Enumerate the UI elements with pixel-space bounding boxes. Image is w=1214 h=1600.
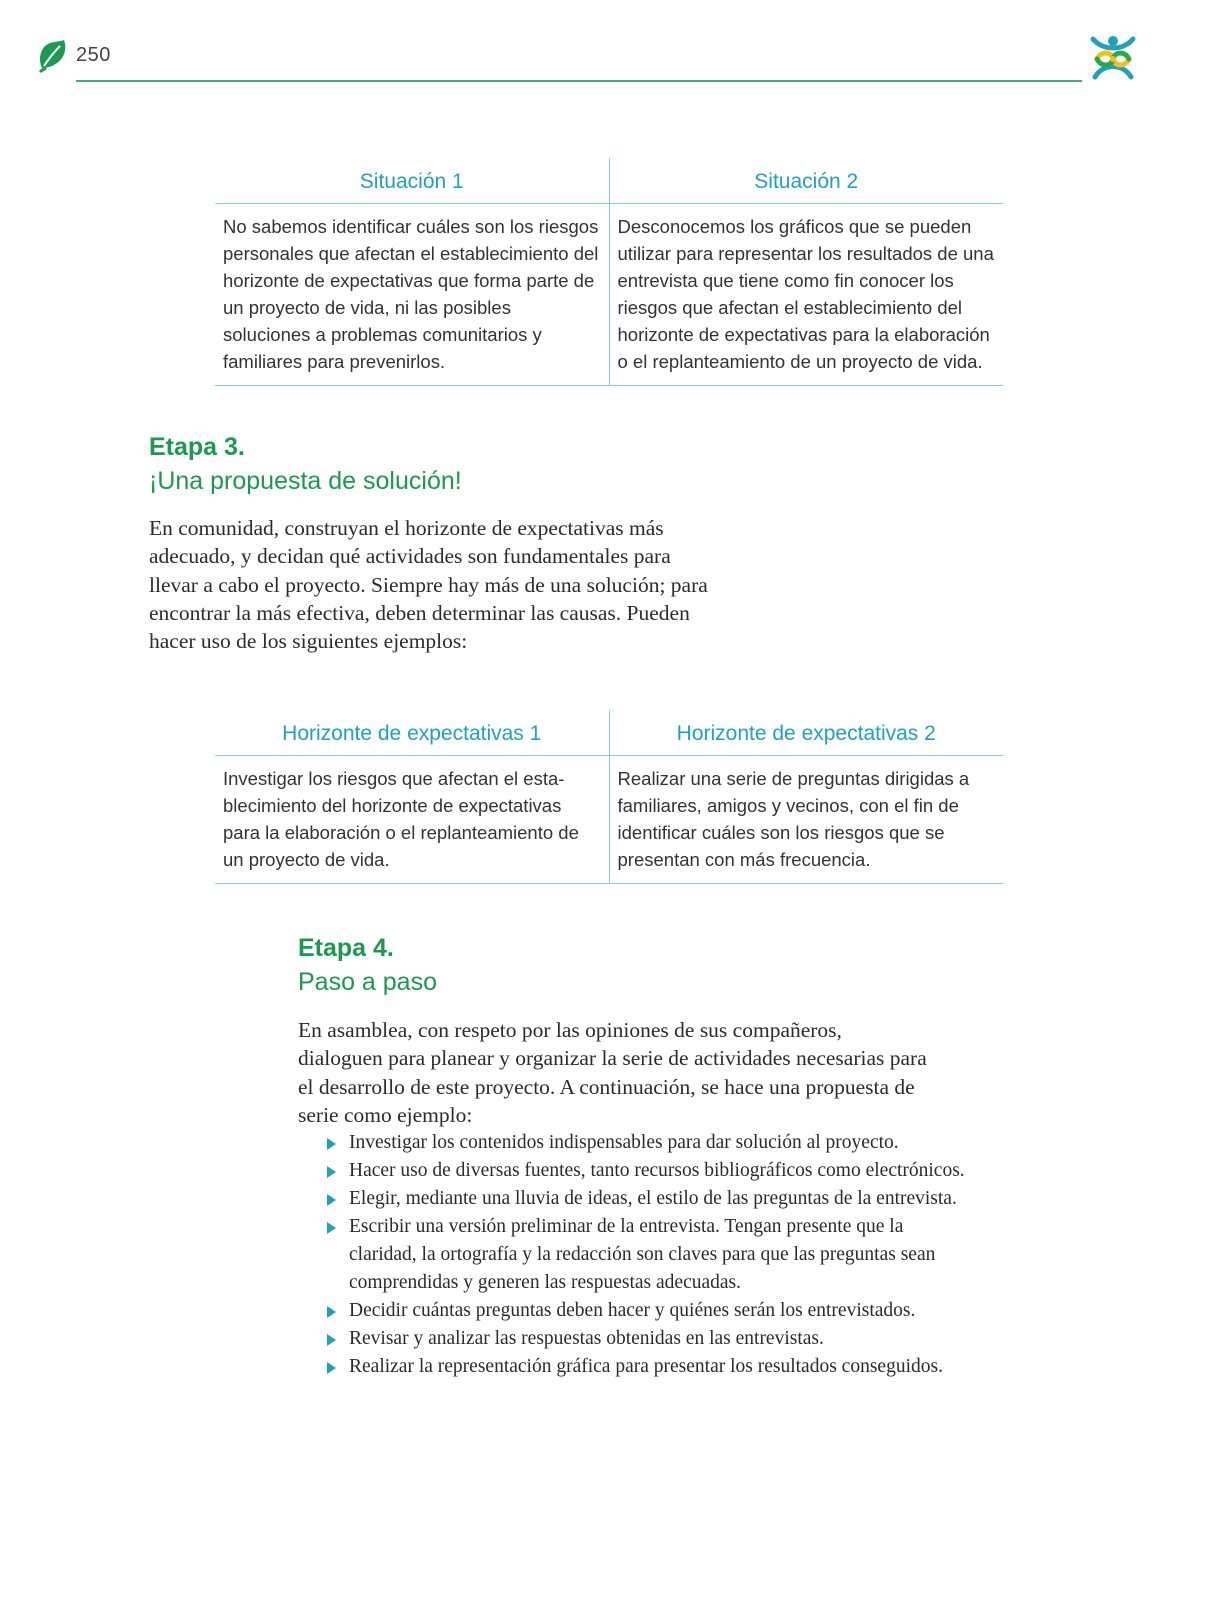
- interlaced-figure-logo-icon: [1087, 33, 1139, 85]
- steps-list: [325, 1129, 965, 1381]
- stage-4-subtitle: Paso a paso: [298, 968, 437, 996]
- step-text: Realizar la representación gráfica para presentar los resultados conseguidos.: [349, 1356, 943, 1377]
- list-item: [325, 1297, 965, 1325]
- stage-3-subtitle: ¡Una propuesta de solución!: [149, 467, 462, 495]
- table-cell: No sabemos identificar cuáles son los riesgos personales que afectan el establecimiento del horizonte de expectativas que forma parte de un proyecto de vida, ni las posibles soluciones a problemas comunitarios y familiares para prevenirlos.: [215, 204, 609, 386]
- stage-3-heading: [149, 430, 462, 498]
- table-header: Horizonte de expectativas 2: [609, 710, 1003, 756]
- triangle-bullet-icon: [327, 1222, 336, 1234]
- table-header: Situación 1: [215, 158, 609, 204]
- triangle-bullet-icon: [327, 1138, 336, 1150]
- table-cell: Desconocemos los gráficos que se pueden utilizar para representar los resultados de una entrevista que tiene como fin conocer los riesgos que afectan el establecimiento del horizonte de expectativas para la elaboración o el replanteamiento de un proyecto de vida.: [609, 204, 1003, 386]
- list-item: [325, 1353, 965, 1381]
- triangle-bullet-icon: [327, 1334, 336, 1346]
- table-header: Horizonte de expectativas 1: [215, 710, 609, 756]
- list-item: [325, 1185, 965, 1213]
- triangle-bullet-icon: [327, 1166, 336, 1178]
- leaf-icon: [36, 38, 70, 74]
- page-number: 250: [76, 44, 111, 66]
- list-item: [325, 1325, 965, 1353]
- table-cell: Realizar una serie de preguntas dirigidas a familiares, amigos y vecinos, con el fin de identificar cuáles son los riesgos que se presentan con más frecuencia.: [609, 756, 1003, 884]
- horizons-table: [215, 710, 1003, 884]
- stage-3-paragraph: En comunidad, construyan el horizonte de expectativas más adecuado, y decidan qué actividades son fundamentales para llevar a cabo el proyecto. Siempre hay más de una solución; para encontrar la más efectiva, deben determinar las causas. Pueden hacer uso de los siguientes ejemplos:: [149, 516, 708, 654]
- step-text: Escribir una versión preliminar de la entrevista. Tengan presente que la claridad, la ortografía y la redacción son claves para que las preguntas sean comprendidas y generen las respuestas adecuadas.: [349, 1216, 936, 1293]
- triangle-bullet-icon: [327, 1194, 336, 1206]
- list-item: [325, 1213, 965, 1297]
- table-cell: Investigar los riesgos que afectan el esta-blecimiento del horizonte de expectativas para la elaboración o el replanteamiento de un proyecto de vida.: [215, 756, 609, 884]
- step-text: Decidir cuántas preguntas deben hacer y quiénes serán los entrevistados.: [349, 1300, 916, 1321]
- stage-4-title: Etapa 4.: [298, 934, 394, 962]
- triangle-bullet-icon: [327, 1362, 336, 1374]
- list-item: [325, 1157, 965, 1185]
- list-item: [325, 1129, 965, 1157]
- step-text: Elegir, mediante una lluvia de ideas, el estilo de las preguntas de la entrevista.: [349, 1188, 957, 1209]
- step-text: Hacer uso de diversas fuentes, tanto recursos bibliográficos como electrónicos.: [349, 1160, 965, 1181]
- triangle-bullet-icon: [327, 1306, 336, 1318]
- stage-4-heading: [298, 931, 437, 999]
- header-rule: [76, 80, 1082, 82]
- table-header: Situación 2: [609, 158, 1003, 204]
- step-text: Investigar los contenidos indispensables para dar solución al proyecto.: [349, 1132, 899, 1153]
- situations-table: [215, 158, 1003, 386]
- stage-3-title: Etapa 3.: [149, 433, 245, 461]
- step-text: Revisar y analizar las respuestas obtenidas en las entrevistas.: [349, 1328, 824, 1349]
- stage-4-paragraph: En asamblea, con respeto por las opiniones de sus compañeros, dialoguen para planear y organizar la serie de actividades necesarias para el desarrollo de este proyecto. A continuación, se hace una propuesta de serie como ejemplo:: [298, 1018, 927, 1127]
